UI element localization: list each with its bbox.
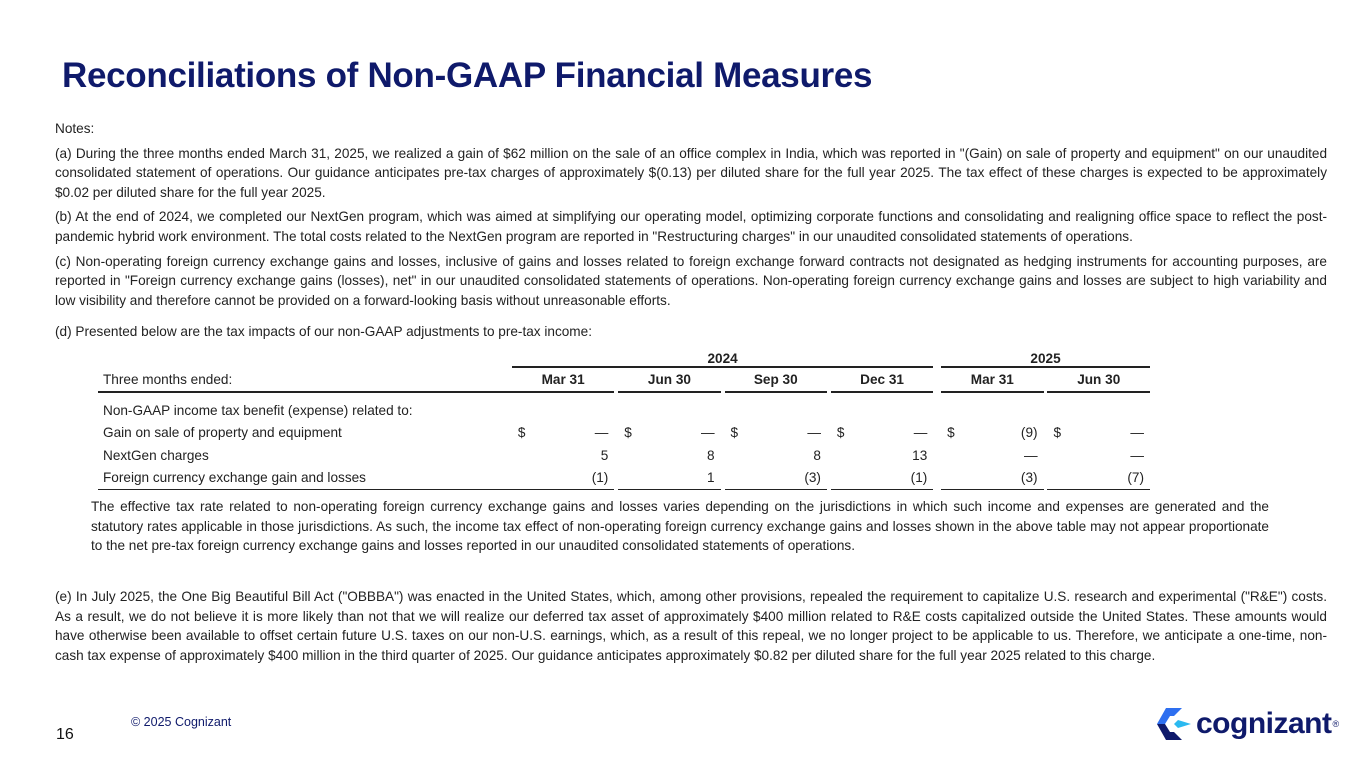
note-c: (c) Non-operating foreign currency exchange gains and losses, inclusive of gains and losses related to foreign exchange forward contracts not designated as hedging instruments for accounting purposes, are reported in "Foreign currency exchange gains (losses), net" in our unaudited consolidated statements of operations. Non-operating foreign currency exchange gains and losses are subject to high variability and low visibility and therefore cannot be provided on a forward-looking basis without unreasonable efforts. [55,253,1327,308]
note-a: (a) During the three months ended March 31, 2025, we realized a gain of $62 million on the sale of an office complex in India, which was reported in "(Gain) on sale of property and equipment" on our unaudited consolidated statement of operations. Our guidance anticipates pre-tax charges of approximately $(0.13) per diluted share for the full year 2025. The tax effect of these charges is expected to be approximately $0.02 per diluted share for the full year 2025. [55,145,1327,200]
notes-heading: Notes: [55,121,95,136]
notes-section [55,119,1327,342]
table-row [98,444,1150,467]
table-row [98,422,1150,445]
table-cell: — [701,425,715,441]
column-header: Sep 30 [725,367,827,392]
table-cell: — [1023,447,1038,463]
cognizant-logo-icon [1156,707,1192,741]
currency-symbol: $ [517,425,526,441]
table-cell: (9) [1020,425,1038,441]
tax-impact-table [98,346,1150,490]
table-cell: — [1130,425,1144,441]
column-header: Mar 31 [512,367,614,392]
table-cell: 8 [707,447,715,463]
currency-symbol: $ [836,425,845,441]
column-header: Jun 30 [618,367,720,392]
table-cell: 13 [912,447,928,463]
currency-symbol: $ [624,425,632,441]
registered-mark: ® [1332,719,1340,729]
table-row [98,467,1150,490]
copyright-text: © 2025 Cognizant [131,715,232,729]
table-cell: (1) [532,467,615,490]
table-cell: 5 [600,447,609,463]
year-2025-header: 2025 [941,346,1150,367]
currency-symbol: $ [1053,425,1062,441]
table-footnote: The effective tax rate related to non-operating foreign currency exchange gains and losses varies depending on the jurisdictions in which such income and expenses are generated and the statutory rates applicable in those jurisdictions. As such, the income tax effect of non-operating foreign currency exchange gains and losses shown in the above table may not appear proportionate to the net pre-tax foreign currency exchange gains and losses reported in our unaudited consolidated statements of operations. [91,499,1269,553]
cognizant-logo [1156,707,1339,741]
row-label: NextGen charges [103,447,209,463]
logo-wordmark: cognizant [1196,707,1332,740]
table-cell: — [594,425,609,441]
page-number: 16 [56,726,74,743]
table-cell: (7) [1067,467,1150,490]
note-d: (d) Presented below are the tax impacts of our non-GAAP adjustments to pre-tax income: [55,324,592,340]
page-title: Reconciliations of Non-GAAP Financial Measures [62,56,873,95]
column-header: Dec 31 [831,367,933,392]
table-cell: (3) [961,467,1044,490]
table-cell: (3) [744,467,827,490]
table-cell: 1 [638,467,721,490]
section-label: Non-GAAP income tax benefit (expense) related to: [103,402,413,418]
table-cell: 8 [813,447,821,463]
period-label: Three months ended: [98,367,512,392]
column-header: Mar 31 [941,367,1043,392]
currency-symbol: $ [947,425,955,441]
table-cell: — [1130,447,1144,463]
note-b: (b) At the end of 2024, we completed our NextGen program, which was aimed at simplifying our operating model, optimizing corporate functions and consolidating and realigning office space to reflect the post-pandemic hybrid work environment. The total costs related to the NextGen program are reported in "Restructuring charges" in our unaudited consolidated statements of operations. [55,209,1327,244]
table-cell: — [807,425,821,441]
row-label: Foreign currency exchange gain and losses [98,467,512,490]
year-2024-header: 2024 [512,346,933,367]
currency-symbol: $ [730,425,739,441]
note-e: (e) In July 2025, the One Big Beautiful Bill Act ("OBBBA") was enacted in the United States, which, among other provisions, repealed the requirement to capitalize U.S. research and experimental ("R&E") costs. As a result, we do not believe it is more likely than not that we will realize our deferred tax asset of approximately $400 million related to R&E costs capitalized outside the United States. These amounts would have otherwise been available to offset certain future U.S. taxes on our non-U.S. earnings, which, as a result of this repeal, we no longer project to be applicable to us. Therefore, we anticipate a one-time, non-cash tax expense of approximately $400 million in the third quarter of 2025. Our guidance anticipates approximately $0.82 per diluted share for the full year 2025 related to this charge. [55,589,1327,663]
table-cell: — [913,425,928,441]
column-header: Jun 30 [1047,367,1150,392]
row-label: Gain on sale of property and equipment [103,425,342,441]
table-cell: (1) [851,467,934,490]
